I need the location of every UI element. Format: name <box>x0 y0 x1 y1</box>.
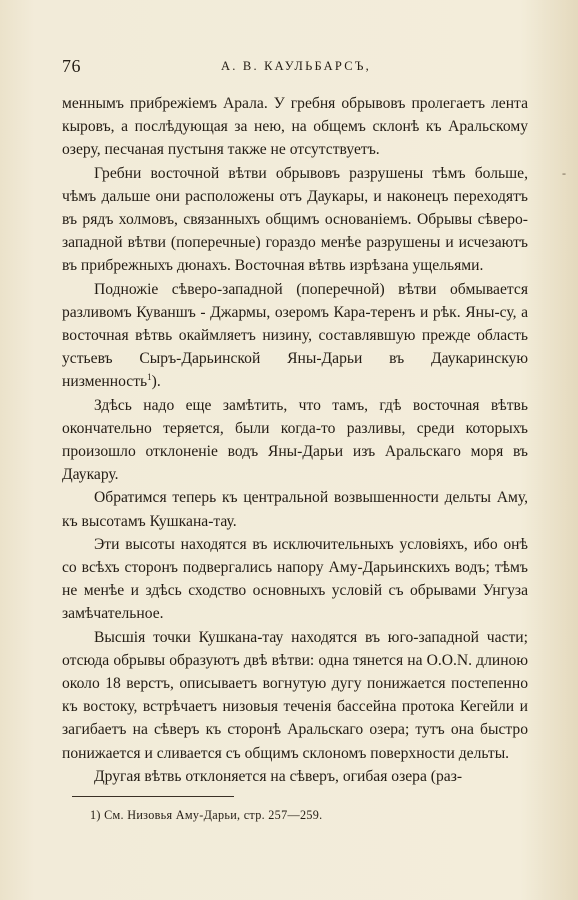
paragraph-2: Гребни восточной вѣтви обрывовъ разрушены тѣмъ больше, чѣмъ дальше они расположены отъ Даукары, и наконецъ переходятъ въ рядъ холмовъ, связанныхъ общимъ основанiемъ. Обрывы сѣверо-западной вѣтви (поперечные) гораздо менѣе разрушены и исчезаютъ въ прибрежныхъ дюнахъ. Восточная вѣтвь изрѣзана ущельями. <box>62 164 528 275</box>
body-text <box>62 92 528 788</box>
paragraph-1: меннымъ прибрежiемъ Арала. У гребня обрывовъ пролегаетъ лента кыровъ, а послѣдующая за нею, на общемъ склонѣ къ Аральскому озеру, песчаная пустыня также не отсутствуетъ. <box>62 95 528 159</box>
paragraph-6: Эти высоты находятся въ исключительныхъ условiяхъ, ибо онѣ со всѣхъ сторонъ подвергались напору Аму-Дарьинскихъ водъ; тѣмъ не менѣе и здѣсь сходство основныхъ условiй съ обрывами Унгуза замѣчательное. <box>62 535 528 623</box>
paragraph-8: Другая вѣтвь отклоняется на сѣверъ, огибая озера (раз- <box>94 767 463 785</box>
paragraph-3: Подножiе сѣверо-западной (поперечной) вѣтви обмывается разливомъ Куваншъ - Джармы, озеромъ Кара-теренъ и рѣк. Яны-су, а восточная вѣтвь окаймляетъ низину, составлявшую прежде область устьевъ Сыръ-Дарьинской Яны-Дарьи въ Даукаринскую низменность$^1$). <box>62 280 528 391</box>
paragraph-4: Здѣсь надо еще замѣтить, что тамъ, гдѣ восточная вѣтвь окончательно теряется, были когда-то разливы, среди которыхъ произошло отклоненiе водъ Яны-Дарьи изъ Аральскаго моря въ Даукару. <box>62 396 528 484</box>
footnote-divider <box>72 796 234 797</box>
paragraph-7: Высшiя точки Кушкана-тау находятся въ юго-западной части; отсюда обрывы образуютъ двѣ вѣтви: одна тянется на О.О.N. длиною около 18 верстъ, описываетъ вогнутую дугу понижается постепенно къ востоку, встрѣчаетъ низовыя теченiя бассейна протока Кегейли и загибаетъ на сѣверъ къ сторонѣ Аральскаго озера; тутъ она быстро понижается и сливается съ общимъ склономъ поверхности дельты. <box>62 628 528 762</box>
paragraph-5: Обратимся теперь къ центральной возвышенности дельты Аму, къ высотамъ Кушкана-тау. <box>62 489 528 530</box>
margin-mark: - <box>562 166 566 180</box>
page-number: 76 <box>62 56 81 76</box>
running-title: А. В. КАУЛЬБАРСЪ, <box>221 59 371 73</box>
footnote: 1) См. Низовья Аму-Дарьи, стр. 257—259. <box>90 808 323 822</box>
footnote-reference: 1 <box>147 372 152 383</box>
page-header <box>62 56 530 80</box>
